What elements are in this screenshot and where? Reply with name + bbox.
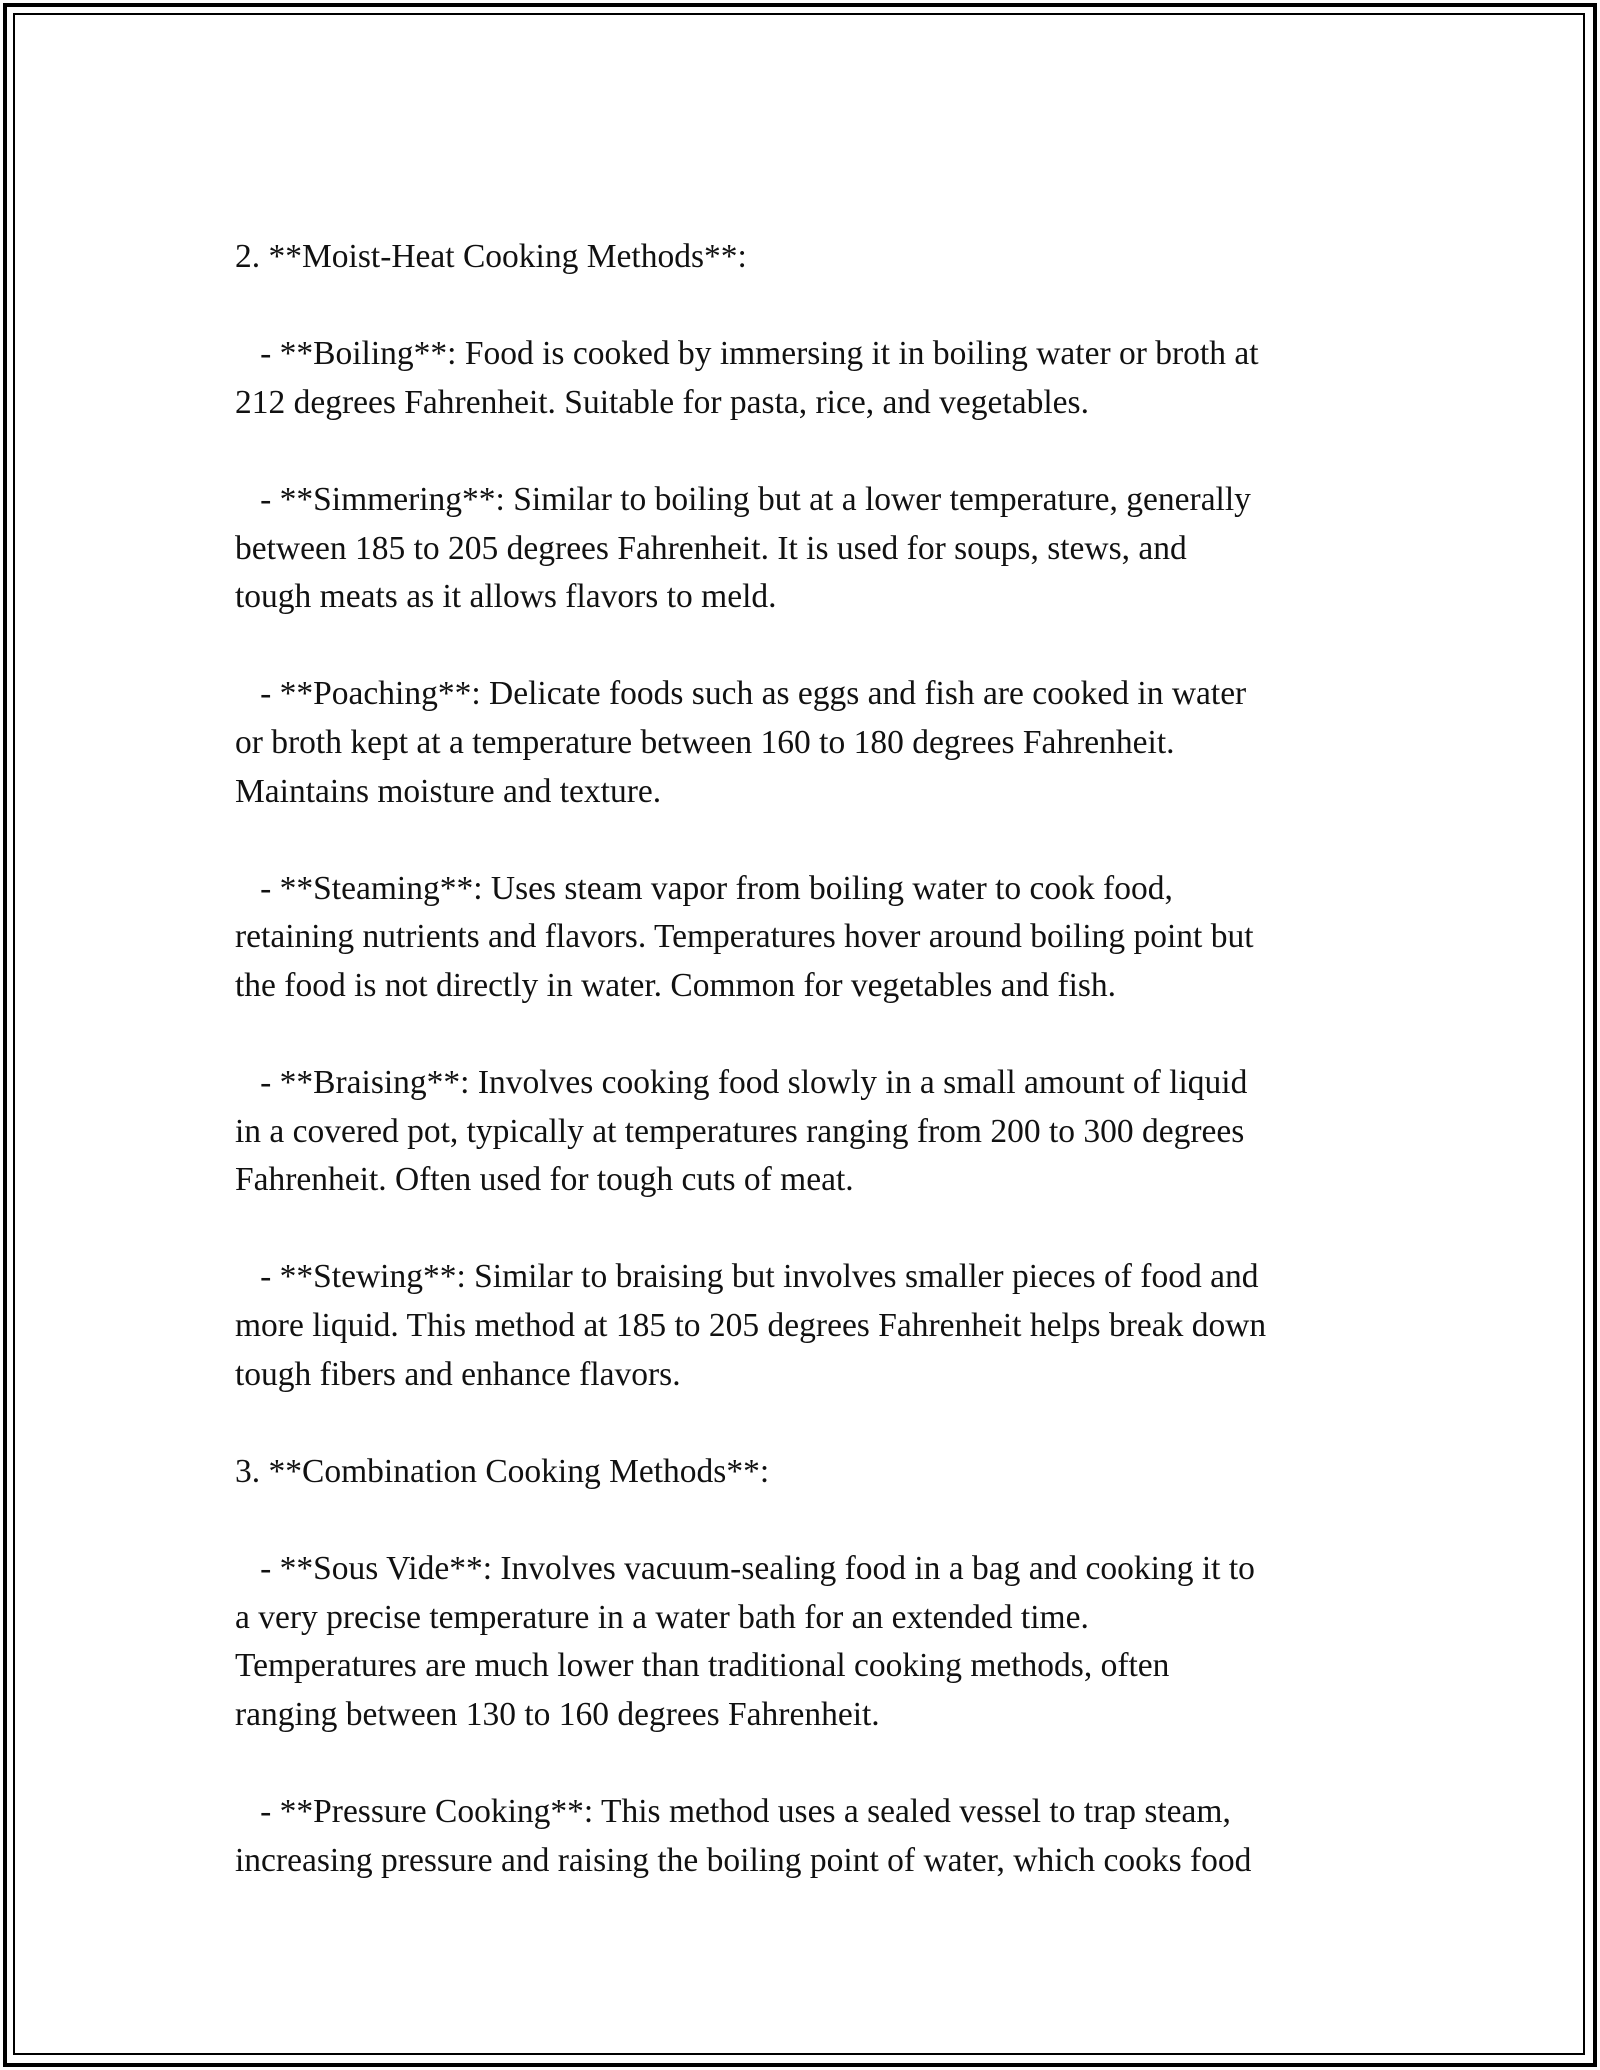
- paragraph-steaming: - **Steaming**: Uses steam vapor from boiling water to cook food, retaining nutrients and flavors. Temperatures hover around boiling point but the food is not directly in water. Common for vegetables and fish.: [235, 869, 1254, 1004]
- paragraph-poaching: - **Poaching**: Delicate foods such as eggs and fish are cooked in water or broth kept at a temperature between 160 to 180 degrees Fahrenheit. Maintains moisture and texture.: [235, 675, 1247, 810]
- paragraph-boiling: - **Boiling**: Food is cooked by immersing it in boiling water or broth at 212 degrees Fahrenheit. Suitable for pasta, rice, and vegetables.: [235, 335, 1259, 421]
- document-body: [235, 233, 1375, 1885]
- paragraph-braising: - **Braising**: Involves cooking food slowly in a small amount of liquid in a covered pot, typically at temperatures ranging from 200 to 300 degrees Fahrenheit. Often used for tough cuts of meat.: [235, 1064, 1248, 1199]
- paragraph-stewing: - **Stewing**: Similar to braising but involves smaller pieces of food and more liquid. This method at 185 to 205 degrees Fahrenheit helps break down tough fibers and enhance flavors.: [235, 1258, 1267, 1393]
- section-heading-moist-heat: 2. **Moist-Heat Cooking Methods**:: [235, 238, 747, 275]
- paragraph-pressure-cooking: - **Pressure Cooking**: This method uses a sealed vessel to trap steam, increasing pressure and raising the boiling point of water, which cooks food: [235, 1793, 1252, 1879]
- paragraph-sous-vide: - **Sous Vide**: Involves vacuum-sealing food in a bag and cooking it to a very precise temperature in a water bath for an extended time. Temperatures are much lower than traditional cooking methods, often ranging between 130 to 160 degrees Fahrenheit.: [235, 1550, 1255, 1733]
- paragraph-simmering: - **Simmering**: Similar to boiling but at a lower temperature, generally between 185 to 205 degrees Fahrenheit. It is used for soups, stews, and tough meats as it allows flavors to meld.: [235, 480, 1251, 616]
- section-heading-combination: 3. **Combination Cooking Methods**:: [235, 1452, 770, 1490]
